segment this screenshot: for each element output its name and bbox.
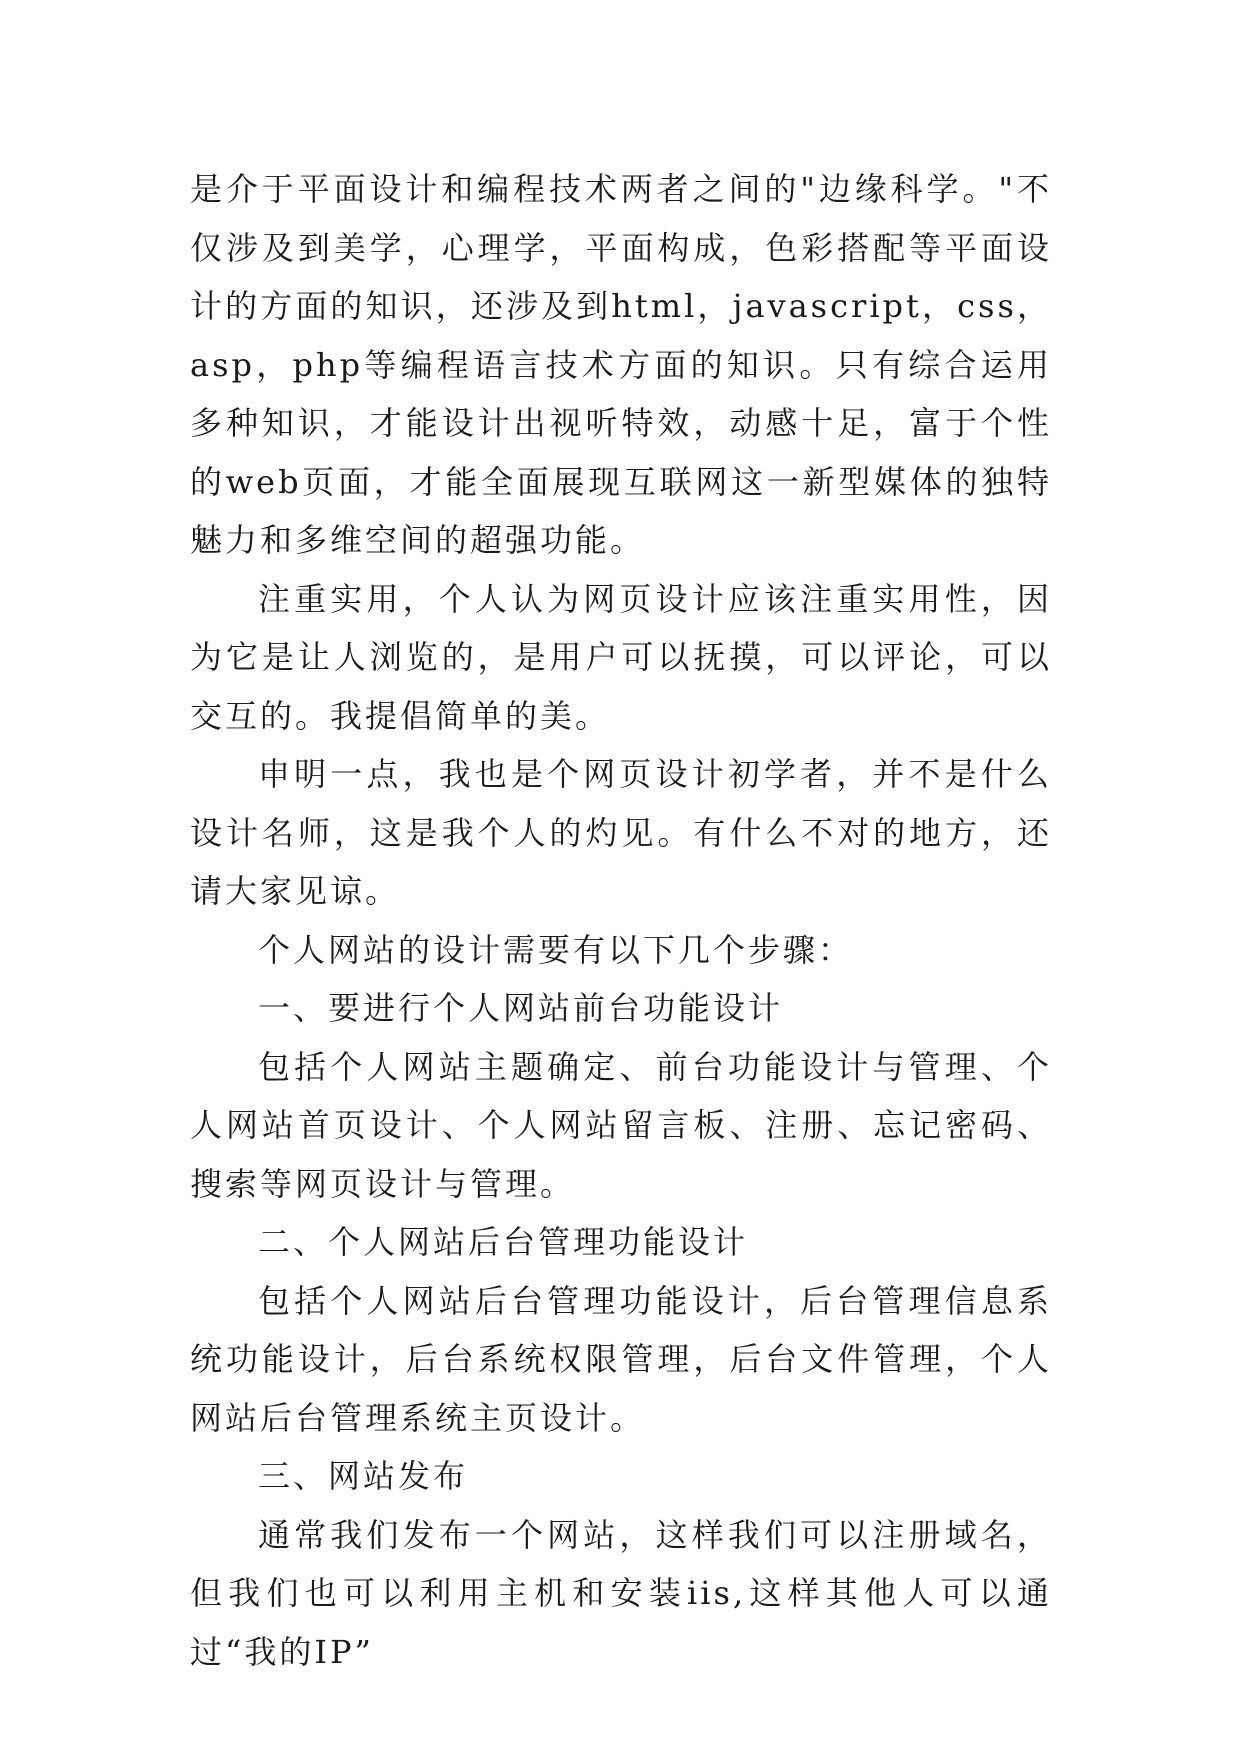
document-page [190, 160, 1052, 1681]
paragraph-step-one-detail: 包括个人网站主题确定、前台功能设计与管理、个人网站首页设计、个人网站留言板、注册、忘记密码、搜索等网页设计与管理。 [190, 1047, 1052, 1203]
paragraph-disclaimer: 申明一点，我也是个网页设计初学者，并不是什么设计名师，这是我个人的灼见。有什么不对的地方，还请大家见谅。 [190, 755, 1052, 910]
paragraph-steps-intro: 个人网站的设计需要有以下几个步骤： [258, 930, 854, 969]
heading-step-one: 一、要进行个人网站前台功能设计 [258, 989, 784, 1027]
paragraph-intro-continued: 是介于平面设计和编程技术两者之间的"边缘科学。"不仅涉及到美学，心理学，平面构成，色彩搭配等平面设计的方面的知识，还涉及到html，javascript，css，asp，php等编程语言技术方面的知识。只有综合运用多种知识，才能设计出视听特效，动感十足，富于个性的web页面，才能全面展现互联网这一新型媒体的独特魅力和多维空间的超强功能。 [190, 170, 1052, 559]
heading-step-two: 二、个人网站后台管理功能设计 [258, 1223, 749, 1261]
paragraph-practicality: 注重实用，个人认为网页设计应该注重实用性，因为它是让人浏览的，是用户可以抚摸，可以评论，可以交互的。我提倡简单的美。 [190, 579, 1052, 735]
heading-step-three: 三、网站发布 [258, 1457, 469, 1495]
paragraph-step-two-detail: 包括个人网站后台管理功能设计，后台管理信息系统功能设计，后台系统权限管理，后台文件管理，个人网站后台管理系统主页设计。 [190, 1281, 1052, 1437]
paragraph-step-three-detail: 通常我们发布一个网站，这样我们可以注册域名，但我们也可以利用主机和安装iis,这样其他人可以通过“我的IP” [190, 1515, 1052, 1671]
